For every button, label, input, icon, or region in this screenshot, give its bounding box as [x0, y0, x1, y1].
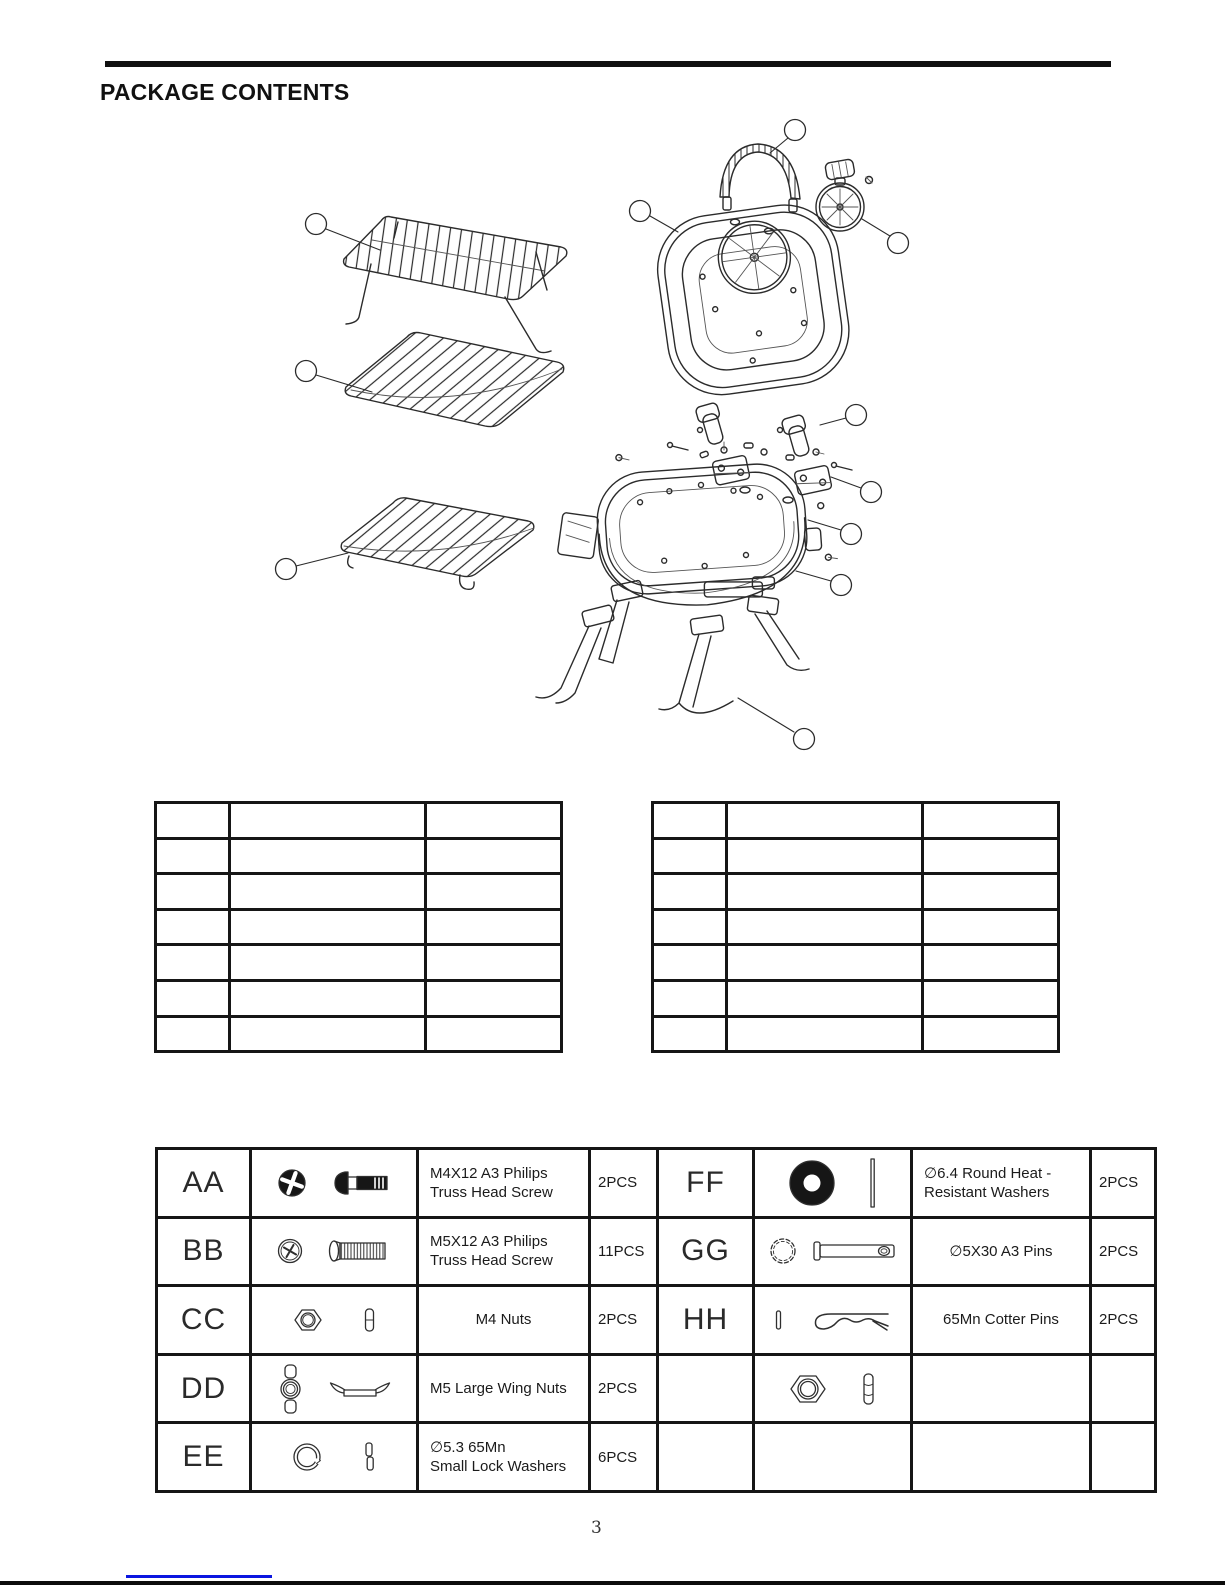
table-cell: [230, 980, 426, 1016]
table-cell: [923, 838, 1059, 874]
table-row: [157, 1217, 1156, 1286]
table-cell: [727, 874, 923, 910]
hex-nut-top-icon: [293, 1308, 323, 1332]
hw-desc-gg: ∅5X30 A3 Pins: [912, 1217, 1091, 1286]
table-cell: [426, 803, 562, 839]
hw-qty-blank-1: [1091, 1354, 1156, 1423]
warming-rack-part: [344, 217, 567, 353]
folding-legs-part: [536, 580, 809, 713]
lid-handle-part: [720, 144, 800, 234]
table-cell: [727, 1016, 923, 1052]
hw-desc-ff: ∅6.4 Round Heat - Resistant Washers: [912, 1149, 1091, 1218]
hw-qty-bb: 11PCS: [590, 1217, 658, 1286]
hardware-table: [155, 1147, 1157, 1493]
lid-latch-hardware: [668, 402, 853, 503]
nut-side-icon: [861, 1372, 876, 1406]
threaded-screw-side-icon: [327, 1239, 391, 1263]
hw-label-ff: FF: [658, 1149, 754, 1218]
hw-icons-dd: [251, 1354, 418, 1423]
lid-part: [651, 198, 856, 402]
table-cell: [923, 803, 1059, 839]
hw-label-cc: CC: [157, 1286, 251, 1355]
table-cell: [156, 874, 230, 910]
hw-desc-cc: M4 Nuts: [418, 1286, 590, 1355]
truss-screw-side-icon: [333, 1170, 391, 1196]
clevis-pin-side-icon: [812, 1240, 896, 1262]
phillips-head-outline-top-icon: [277, 1238, 303, 1264]
table-cell: [653, 838, 727, 874]
table-cell: [653, 909, 727, 945]
hw-icons-gg: [754, 1217, 912, 1286]
hw-label-bb: BB: [157, 1217, 251, 1286]
table-row: [157, 1286, 1156, 1355]
hw-icons-ff: [754, 1149, 912, 1218]
parts-list-table-right: [651, 801, 1060, 1053]
table-cell: [727, 980, 923, 1016]
table-cell: [727, 909, 923, 945]
fire-bowl-part: [551, 440, 840, 615]
hw-label-blank-2: [658, 1423, 754, 1492]
exploded-parts-diagram: [240, 100, 930, 770]
heat-washer-top-icon: [788, 1159, 836, 1207]
table-cell: [156, 838, 230, 874]
lock-washer-top-icon: [291, 1441, 323, 1473]
hw-qty-gg: 2PCS: [1091, 1217, 1156, 1286]
table-cell: [727, 838, 923, 874]
hw-icons-cc: [251, 1286, 418, 1355]
table-cell: [653, 945, 727, 981]
pin-side-icon: [774, 1309, 783, 1331]
table-cell: [230, 803, 426, 839]
table-cell: [230, 945, 426, 981]
hw-desc-dd: M5 Large Wing Nuts: [418, 1354, 590, 1423]
hw-icons-hh: [754, 1286, 912, 1355]
phillips-truss-head-top-icon: [277, 1168, 307, 1198]
pin-end-icon: [769, 1237, 797, 1265]
table-cell: [923, 874, 1059, 910]
hw-label-gg: GG: [658, 1217, 754, 1286]
table-cell: [426, 1016, 562, 1052]
table-cell: [156, 909, 230, 945]
wing-nut-top-icon: [277, 1363, 304, 1415]
table-cell: [156, 980, 230, 1016]
hw-desc-ee: ∅5.3 65Mn Small Lock Washers: [418, 1423, 590, 1492]
table-cell: [426, 874, 562, 910]
charcoal-grate-part: [341, 498, 534, 590]
page-title: PACKAGE CONTENTS: [100, 79, 350, 105]
table-cell: [727, 945, 923, 981]
washer-side-icon: [868, 1157, 877, 1209]
table-cell: [426, 945, 562, 981]
footer-link-underline[interactable]: [126, 1575, 272, 1578]
table-cell: [653, 874, 727, 910]
table-cell: [230, 838, 426, 874]
table-cell: [426, 838, 562, 874]
hw-qty-cc: 2PCS: [590, 1286, 658, 1355]
hw-label-aa: AA: [157, 1149, 251, 1218]
hw-qty-dd: 2PCS: [590, 1354, 658, 1423]
table-cell: [230, 874, 426, 910]
hw-label-hh: HH: [658, 1286, 754, 1355]
table-cell: [923, 980, 1059, 1016]
hw-icons-aa: [251, 1149, 418, 1218]
table-cell: [653, 980, 727, 1016]
table-cell: [653, 1016, 727, 1052]
hw-label-ee: EE: [157, 1423, 251, 1492]
table-cell: [923, 909, 1059, 945]
hw-icons-ee: [251, 1423, 418, 1492]
table-row: [157, 1354, 1156, 1423]
table-cell: [156, 945, 230, 981]
parts-list-table-left: [154, 801, 563, 1053]
table-cell: [230, 1016, 426, 1052]
page-number: 3: [591, 1518, 602, 1538]
header-rule: [105, 61, 1111, 67]
bottom-edge-rule: [0, 1581, 1225, 1585]
hw-desc-aa: M4X12 A3 Philips Truss Head Screw: [418, 1149, 590, 1218]
table-row: [157, 1423, 1156, 1492]
table-cell: [653, 803, 727, 839]
table-cell: [923, 945, 1059, 981]
table-cell: [230, 909, 426, 945]
table-cell: [727, 803, 923, 839]
table-cell: [156, 1016, 230, 1052]
hw-qty-ff: 2PCS: [1091, 1149, 1156, 1218]
hex-nut-top-icon: [789, 1373, 827, 1405]
table-cell: [426, 909, 562, 945]
table-cell: [156, 803, 230, 839]
hw-icons-large-nut: [754, 1354, 912, 1423]
hw-icons-bb: [251, 1217, 418, 1286]
table-row: [157, 1149, 1156, 1218]
hw-desc-blank-2: [912, 1423, 1091, 1492]
hw-desc-blank-1: [912, 1354, 1091, 1423]
table-cell: [923, 1016, 1059, 1052]
hw-icons-blank-2: [754, 1423, 912, 1492]
nut-side-icon: [363, 1307, 375, 1333]
table-cell: [426, 980, 562, 1016]
hw-qty-aa: 2PCS: [590, 1149, 658, 1218]
cotter-pin-icon: [803, 1307, 891, 1333]
hw-desc-bb: M5X12 A3 Philips Truss Head Screw: [418, 1217, 590, 1286]
cooking-grate-part: [345, 333, 564, 427]
hw-label-blank-1: [658, 1354, 754, 1423]
lock-washer-side-icon: [362, 1441, 377, 1473]
hw-qty-hh: 2PCS: [1091, 1286, 1156, 1355]
hw-label-dd: DD: [157, 1354, 251, 1423]
hw-desc-hh: 65Mn Cotter Pins: [912, 1286, 1091, 1355]
hw-qty-blank-2: [1091, 1423, 1156, 1492]
hw-qty-ee: 6PCS: [590, 1423, 658, 1492]
wing-nut-side-icon: [329, 1377, 391, 1401]
